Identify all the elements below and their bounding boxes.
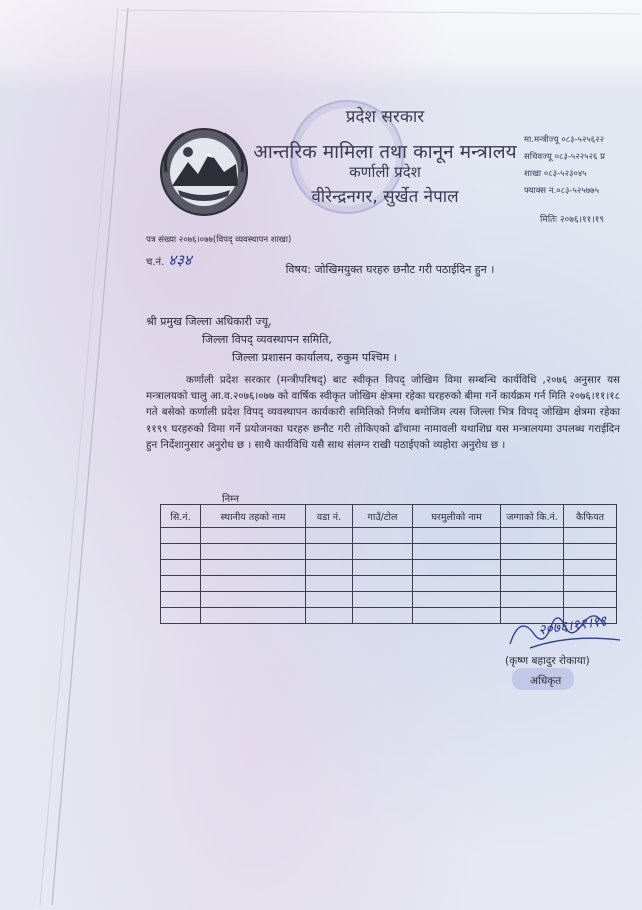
addressee-line-1: श्री प्रमुख जिल्ला अधिकारी ज्यू, [146, 315, 272, 328]
column-remarks: कैफियत [564, 505, 617, 528]
dispatch-number-handwritten: ४३४ [168, 251, 192, 269]
table-row [161, 576, 617, 592]
letter-number: पत्र संख्या २०७६।०७७(विपद् व्यवस्थापन शाखा) [146, 235, 292, 245]
office-address: वीरेन्द्रनगर, सुर्खेत नेपाल [311, 187, 459, 207]
province-title: कर्णाली प्रदेश [349, 163, 421, 181]
letter-body: कर्णाली प्रदेश सरकार (मन्त्रीपरिषद्) बाट स्वीकृत विपद् जोखिम विमा सम्बन्धि कार्यविधि ,२०७६ अनुसार यस मन्त्रालयको चालु आ.व.२०७६।०७७ को वार्षिक स्वीकृत जोखिम क्षेत्रमा रहेका घरहरुको बीमा गर्ने कार्यक्रम गर्न मिति २०७६।११।१८ गते बसेको कर्णाली प्रदेश विपद् व्यवस्थापन कार्यकारी समितिको निर्णय बमोजिम त्यस जिल्ला भित्र विपद् जोखिम क्षेत्रमा रहेका ११९९ घरहरुको विमा गर्ने प्रयोजनका घरहरु छनौट गरी तोकिएको ढाँचामा नामावली यथाशिघ्र यस मन्त्रालयमा उपलब्ध गराईदिन हुन निर्देशानुसार अनुरोध छ । साथै कार्यविधि यसै साथ संलग्न राखी पठाईएको व्यहोरा अनुरोध छ । [146, 374, 620, 451]
contact-minister: मा.मन्त्रीज्यू ०८३-५२५६२२ [524, 135, 605, 145]
dispatch-number-line [146, 250, 192, 270]
contact-section: शाखा ०८३-५२३०४५ [524, 169, 587, 179]
province-emblem [158, 126, 250, 218]
addressee-line-2: जिल्ला विपद् व्यवस्थापन समिति, [202, 333, 332, 346]
table-row [161, 544, 617, 560]
column-household-head: घरमुलीको नाम [413, 505, 501, 528]
signature-handwritten-date: २०७६।११।१९ [537, 613, 608, 639]
addressee-line-3: जिल्ला प्रशासन कार्यालय, रुकुम पश्चिम । [232, 351, 397, 364]
column-village-tole: गाउँ/टोल [353, 505, 413, 528]
ministry-title: आन्तरिक मामिला तथा कानून मन्त्रालय [253, 141, 517, 163]
contact-secretary: सचिवज्यू ०८३-५२२५२६ प्र [524, 152, 605, 162]
table-row [161, 560, 617, 576]
contact-numbers [524, 132, 640, 200]
letter-date: मितिः २०७६।११।१९ [540, 215, 605, 225]
contact-fax: फ्याक्स न.०८३-५२५७७५ [524, 186, 600, 196]
dispatch-label: च.नं. [146, 257, 165, 268]
table-row [161, 528, 617, 544]
table-caption: निम्न [222, 494, 240, 505]
column-serial: सि.नं. [161, 505, 201, 528]
government-title: प्रदेश सरकार [345, 107, 425, 127]
letter-subject: विषय: जोखिमयुक्त घरहरु छनौट गरी पठाईदिन हुन । [285, 263, 495, 276]
signatory-name: (कृष्ण बहादुर रोकाया) [505, 655, 590, 667]
table-header-row [161, 505, 617, 528]
signatory-designation: अधिकृत [530, 675, 562, 687]
column-ward: वडा नं. [306, 505, 353, 528]
column-local-level: स्थानीय तहको नाम [201, 505, 306, 528]
column-plot-number: जग्गाको कि.नं. [501, 505, 564, 528]
